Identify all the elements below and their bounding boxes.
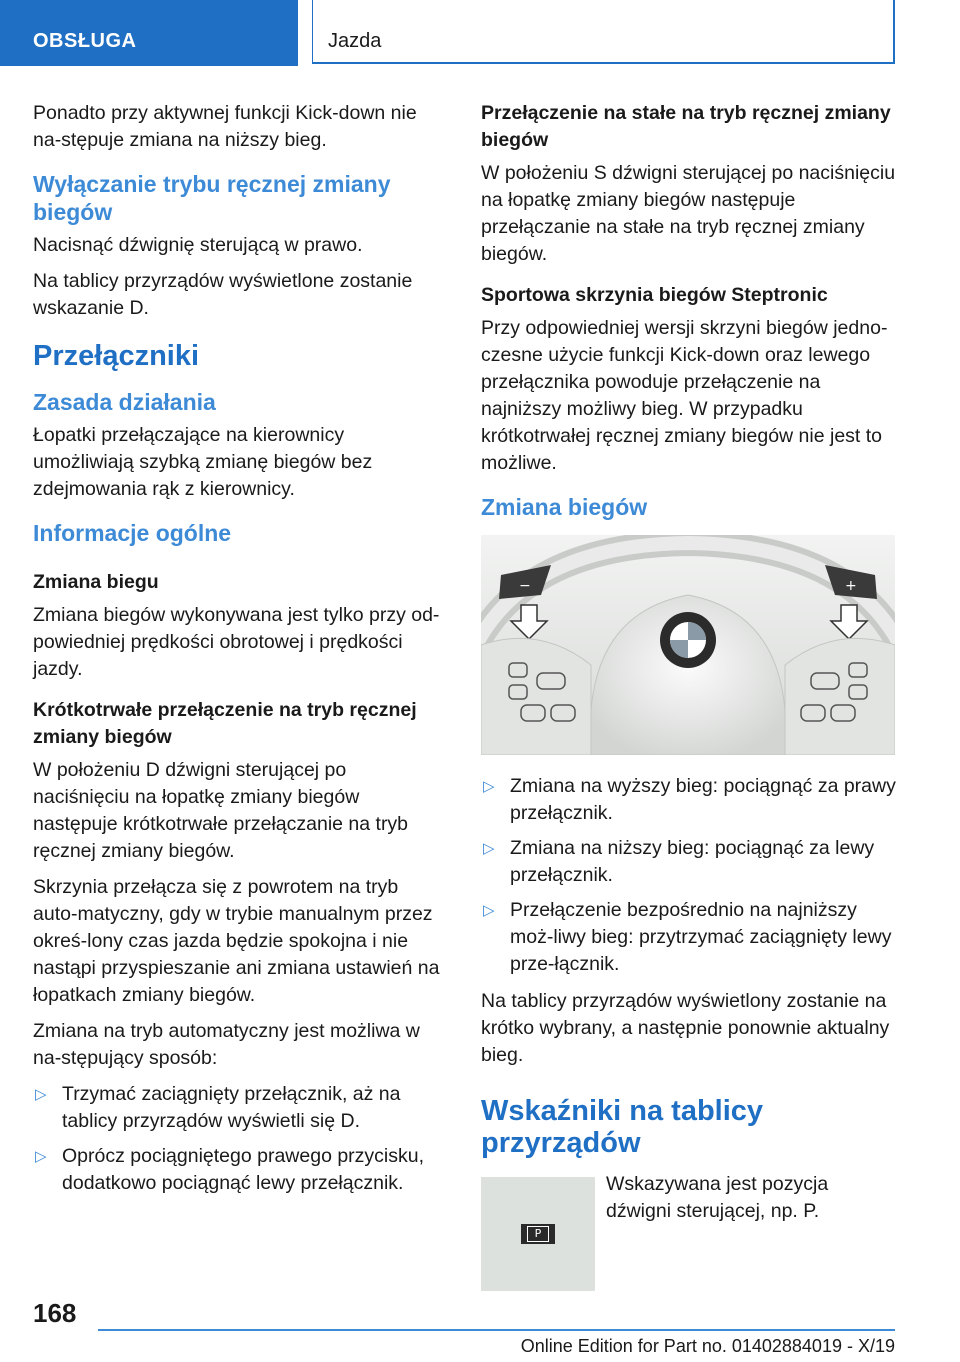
- triangle-right-outline-icon: ▷: [483, 840, 495, 857]
- short-term-paragraph-1: W położeniu D dźwigni sterującej po naciśnięciu na łopatkę zmiany biegów następuje krótkotrwałe przełączanie na tryb ręcznej zmiany biegów.: [33, 759, 409, 862]
- auto-mode-list: [33, 1081, 447, 1197]
- page-number: 168: [33, 1298, 77, 1328]
- list-item-text: Zmiana na wyższy bieg: pociągnąć za prawy przełącznik.: [510, 775, 896, 824]
- park-indicator-glyph: P: [527, 1226, 549, 1242]
- indicators-paragraph: Wskazywana jest pozycja dźwigni sterującej, np. P.: [606, 1173, 829, 1222]
- gear-change-paragraph: Zmiana biegów wykonywana jest tylko przy od-powiedniej prędkości obrotowej i prędkości jazdy.: [33, 604, 440, 680]
- footer-rule: [98, 1329, 895, 1331]
- bmw-logo: [660, 612, 716, 668]
- triangle-right-outline-icon: ▷: [483, 778, 495, 795]
- triangle-right-outline-icon: ▷: [483, 902, 495, 919]
- section-title: Jazda: [328, 30, 382, 52]
- chapter-tab: [0, 0, 298, 66]
- list-item: [33, 1143, 447, 1197]
- heading-sport: Sportowa skrzynia biegów Steptronic: [481, 284, 828, 306]
- heading-short-term: Krótkotrwałe przełączenie na tryb ręcznej zmiany biegów: [33, 699, 417, 748]
- minus-label: −: [519, 578, 531, 594]
- section-header: [312, 0, 895, 64]
- heading-principle: Zasada działania: [33, 389, 216, 415]
- short-term-paragraph-2: Skrzynia przełącza się z powrotem na tryb auto-matyczny, gdy w trybie manualnym przez okreś-lony czas jazda będzie spokojna i nie nastąpi przyspieszanie ani zmiana ustawień na łopatkach zmiany biegów.: [33, 876, 440, 1006]
- footer-edition: Online Edition for Part no. 01402884019 - X/19: [520, 1336, 895, 1356]
- short-term-paragraph-3: Zmiana na tryb automatyczny jest możliwa w na-stępujący sposób:: [33, 1020, 420, 1069]
- indicator-block: [481, 1171, 897, 1291]
- list-item-text: Zmiana na niższy bieg: pociągnąć za lewy przełącznik.: [510, 837, 875, 886]
- selector-indicator-image: [481, 1177, 595, 1291]
- heading-gear-change: Zmiana biegu: [33, 571, 159, 593]
- left-column: [33, 100, 447, 1207]
- park-indicator-icon: [521, 1224, 555, 1244]
- plus-label: +: [845, 578, 857, 594]
- off-manual-paragraph-2: Na tablicy przyrządów wyświetlone zostanie wskazanie D.: [33, 270, 413, 319]
- display-paragraph: Na tablicy przyrządów wyświetlony zostanie na krótko wybrany, a następnie ponownie aktualny bieg.: [481, 990, 890, 1066]
- list-item: [481, 773, 897, 827]
- off-manual-paragraph-1: Nacisnąć dźwignię sterującą w prawo.: [33, 234, 363, 256]
- heading-general: Informacje ogólne: [33, 520, 232, 546]
- list-item-text: Oprócz pociągniętego prawego przycisku, dodatkowo pociągnąć lewy przełącznik.: [62, 1145, 425, 1194]
- heading-shift: Zmiana biegów: [481, 494, 648, 520]
- heading-off-manual: Wyłączanie trybu ręcznej zmiany biegów: [33, 171, 391, 225]
- steering-wheel-figure: [481, 535, 895, 755]
- list-item: [481, 897, 897, 978]
- shift-list: [481, 773, 897, 978]
- sport-paragraph: Przy odpowiedniej wersji skrzyni biegów jedno-czesne użycie funkcji Kick-down oraz lewego przełącznika powoduje przełączenie na najniższy możliwy bieg. W przypadku krótkotrwałej ręcznej zmiany biegów nie jest to możliwe.: [481, 317, 888, 474]
- chapter-title: OBSŁUGA: [33, 30, 137, 52]
- heading-indicators: Wskaźniki na tablicy przyrządów: [481, 1095, 764, 1159]
- heading-switches: Przełączniki: [33, 340, 200, 372]
- list-item-text: Trzymać zaciągnięty przełącznik, aż na tablicy przyrządów wyświetli się D.: [62, 1083, 401, 1132]
- list-item: [33, 1081, 447, 1135]
- heading-permanent: Przełączenie na stałe na tryb ręcznej zmiany biegów: [481, 102, 891, 151]
- permanent-paragraph: W położeniu S dźwigni sterującej po naciśnięciu na łopatkę zmiany biegów następuje przełączanie na stałe na tryb ręcznej zmiany biegów.: [481, 162, 896, 265]
- list-item-text: Przełączenie bezpośrednio na najniższy moż-liwy bieg: przytrzymać zaciągnięty lewy prze-łącznik.: [510, 899, 892, 975]
- triangle-right-outline-icon: ▷: [35, 1086, 47, 1103]
- right-column: [481, 100, 897, 1291]
- list-item: [481, 835, 897, 889]
- intro-paragraph: Ponadto przy aktywnej funkcji Kick-down nie na-stępuje zmiana na niższy bieg.: [33, 102, 417, 151]
- principle-paragraph: Łopatki przełączające na kierownicy umożliwiają szybką zmianę biegów bez zdejmowania rąk z kierownicy.: [33, 424, 373, 500]
- triangle-right-outline-icon: ▷: [35, 1148, 47, 1165]
